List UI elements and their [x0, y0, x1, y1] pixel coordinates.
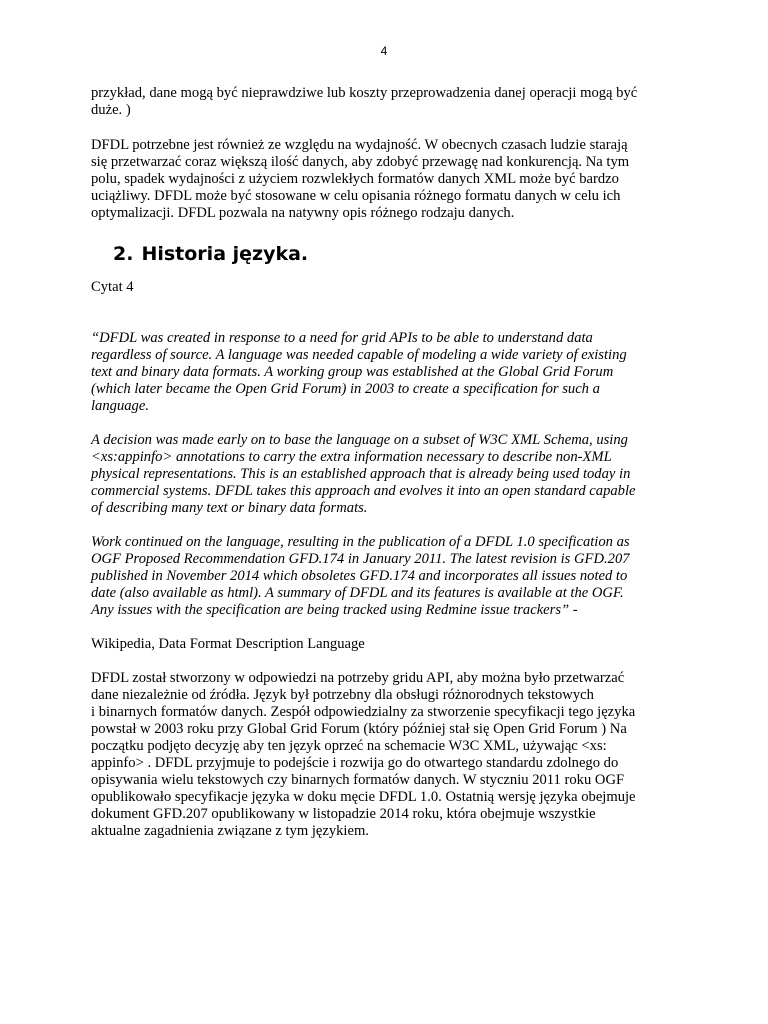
performance-paragraph: [91, 137, 681, 222]
citation-label: Cytat 4: [91, 279, 134, 295]
text-line: appinfo> . DFDL przyjmuje to podejście i rozwija go do otwartego standardu zdolnego do: [91, 755, 619, 771]
quote-paragraph-1: [91, 330, 681, 415]
text-line: DFDL potrzebne jest również ze względu na wydajność. W obecnych czasach ludzie starają: [91, 137, 628, 153]
text-line: opublikowało specyfikacje języka w doku męcie DFDL 1.0. Ostatnią wersję języka obejmuje: [91, 789, 636, 805]
text-line: początku podjęto decyzję aby ten język oprzeć na schemacie W3C XML, używając <xs:: [91, 738, 607, 754]
text-line: “DFDL was created in response to a need for grid APIs to be able to understand data: [91, 330, 593, 346]
text-line: Work continued on the language, resulting in the publication of a DFDL 1.0 specification as: [91, 534, 630, 550]
text-line: language.: [91, 398, 149, 414]
text-line: published in November 2014 which obsoletes GFD.174 and incorporates all issues noted to: [91, 568, 628, 584]
section-title: Historia języka.: [141, 243, 309, 265]
text-line: physical representations. This is an established approach that is already being used today in: [91, 466, 631, 482]
text-line: <xs:appinfo> annotations to carry the extra information necessary to describe non-XML: [91, 449, 612, 465]
quote-paragraph-3: [91, 534, 681, 619]
text-line: powstał w 2003 roku przy Global Grid Forum (który później stał się Open Grid Forum ) Na: [91, 721, 627, 737]
intro-paragraph: [91, 85, 681, 119]
page-number: 4: [380, 44, 388, 58]
text-line: regardless of source. A language was needed capable of modeling a wide variety of existing: [91, 347, 627, 363]
text-line: text and binary data formats. A working group was established at the Global Grid Forum: [91, 364, 614, 380]
text-line: optymalizacji. DFDL pozwala na natywny opis różnego rodzaju danych.: [91, 205, 515, 221]
text-line: DFDL został stworzony w odpowiedzi na potrzeby gridu API, aby można było przetwarzać: [91, 670, 625, 686]
section-heading: [91, 242, 681, 266]
text-line: opisywania wielu tekstowych czy binarnych formatów danych. W styczniu 2011 roku OGF: [91, 772, 625, 788]
text-line: date (also available as html). A summary of DFDL and its features is available at the OGF.: [91, 585, 624, 601]
text-line: of describing many text or binary data formats.: [91, 500, 368, 516]
text-line: commercial systems. DFDL takes this approach and evolves it into an open standard capable: [91, 483, 636, 499]
text-line: aktualne zagadnienia związane z tym językiem.: [91, 823, 369, 839]
text-line: Any issues with the specification are being tracked using Redmine issue trackers” -: [91, 602, 578, 618]
text-line: A decision was made early on to base the language on a subset of W3C XML Schema, using: [91, 432, 628, 448]
text-line: polu, spadek wydajności z użyciem rozwlekłych formatów danych XML może być bardzo: [91, 171, 619, 187]
text-line: uciążliwy. DFDL może być stosowane w celu opisania różnego formatu danych w celu ich: [91, 188, 621, 204]
section-number: 2.: [113, 243, 134, 265]
text-line: się przetwarzać coraz większą ilość danych, aby zdobyć przewagę nad konkurencją. Na tym: [91, 154, 630, 170]
text-line: duże. ): [91, 102, 131, 118]
text-line: (which later became the Open Grid Forum) in 2003 to create a specification for such a: [91, 381, 600, 397]
text-line: dokument GFD.207 opublikowany w listopadzie 2014 roku, która obejmuje wszystkie: [91, 806, 596, 822]
text-line: i binarnych formatów danych. Zespół odpowiedzialny za stworzenie specyfikacji tego języka: [91, 704, 636, 720]
text-line: dane niezależnie od źródła. Język był potrzebny dla obsługi różnorodnych tekstowych: [91, 687, 594, 703]
document-body: [91, 85, 681, 840]
quote-block: [91, 330, 681, 619]
text-line: przykład, dane mogą być nieprawdziwe lub koszty przeprowadzenia danej operacji mogą być: [91, 85, 638, 101]
text-line: OGF Proposed Recommendation GFD.174 in January 2011. The latest revision is GFD.207: [91, 551, 630, 567]
source-line: Wikipedia, Data Format Description Language: [91, 636, 365, 652]
quote-paragraph-2: [91, 432, 681, 517]
summary-paragraph: [91, 670, 681, 840]
